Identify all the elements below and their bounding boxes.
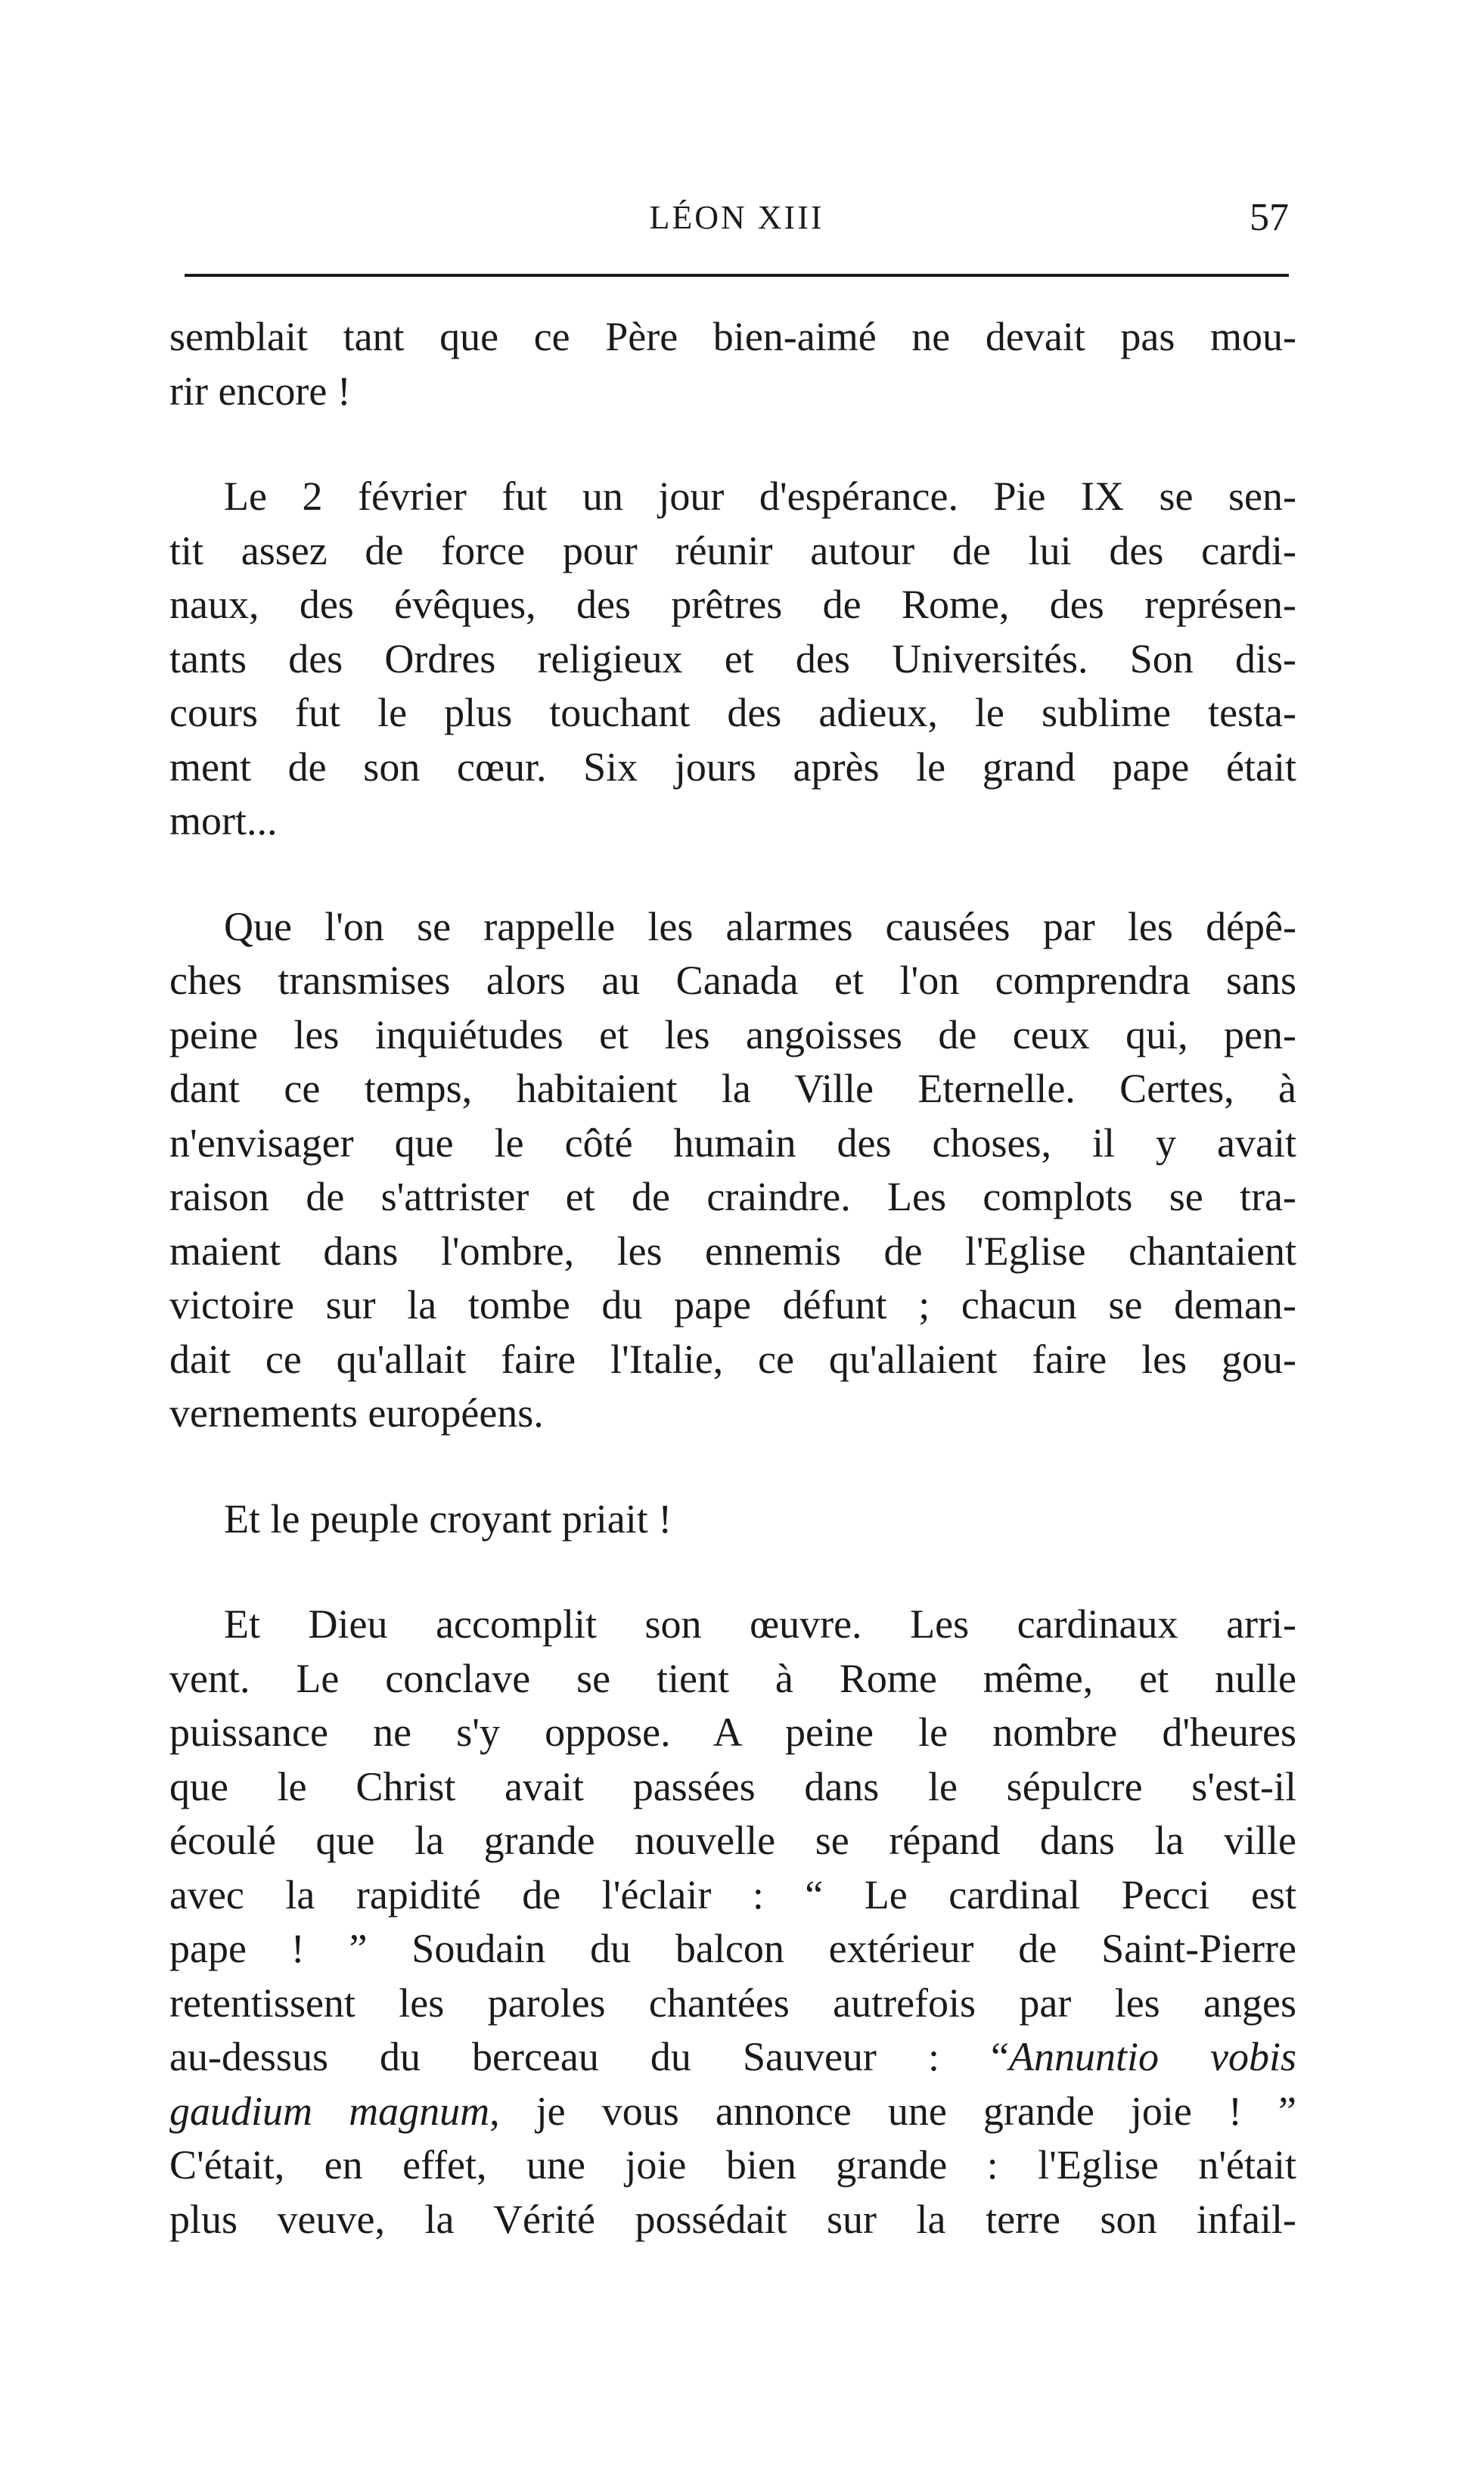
text-line: plus veuve, la Vérité possédait sur la terre son infail- xyxy=(169,2196,1296,2242)
latin-quote: Annuntio vobis xyxy=(1008,2034,1296,2079)
running-title: LÉON XIII xyxy=(649,199,824,236)
text-line: C'était, en effet, une joie bien grande : l'Eglise n'était xyxy=(169,2142,1296,2188)
text-line: avec la rapidité de l'éclair : “ Le cardinal Pecci est xyxy=(169,1871,1296,1918)
text-line: Et Dieu accomplit son œuvre. Les cardinaux arri- xyxy=(224,1601,1296,1647)
text-line: écoulé que la grande nouvelle se répand dans la ville xyxy=(169,1818,1296,1863)
text-line: Le 2 février fut un jour d'espérance. Pie IX se sen- xyxy=(224,474,1296,519)
text-line: n'envisager que le côté humain des choses, il y avait xyxy=(169,1119,1296,1166)
text-line: puissance ne s'y oppose. A peine le nombre d'heures xyxy=(169,1710,1296,1755)
paragraph-2 xyxy=(169,470,1296,849)
text-line: tit assez de force pour réunir autour de lui des cardi- xyxy=(169,527,1296,573)
text-line: Et le peuple croyant priait ! xyxy=(224,1495,672,1542)
text-line: dait ce qu'allait faire l'Italie, ce qu'allaient faire les gou- xyxy=(169,1336,1296,1382)
text-line-latin-start xyxy=(169,2030,1296,2085)
text-line: semblait tant que ce Père bien-aimé ne devait pas mou- xyxy=(169,314,1296,359)
body-text xyxy=(169,310,1296,2247)
text-line: cours fut le plus touchant des adieux, le sublime testa- xyxy=(169,690,1296,735)
text-line: mort... xyxy=(169,798,278,843)
text-line: naux, des évêques, des prêtres de Rome, des représen- xyxy=(169,582,1296,627)
text-line: dant ce temps, habitaient la Ville Eternelle. Certes, à xyxy=(169,1066,1296,1111)
latin-quote: gaudium magnum xyxy=(169,2088,490,2134)
text-line: tants des Ordres religieux et des Universités. Son dis- xyxy=(169,635,1296,682)
paragraph-3 xyxy=(169,900,1296,1441)
paragraph-5 xyxy=(169,1598,1296,2247)
text-segment: , je vous annonce une grande joie ! ” xyxy=(489,2088,1297,2134)
text-line: peine les inquiétudes et les angoisses de ceux qui, pen- xyxy=(169,1011,1296,1057)
page-number: 57 xyxy=(1250,196,1289,239)
text-line: maient dans l'ombre, les ennemis de l'Eglise chantaient xyxy=(169,1228,1296,1274)
header-rule xyxy=(185,274,1289,277)
paragraph-1 xyxy=(169,310,1296,418)
text-line: pape ! ” Soudain du balcon extérieur de Saint-Pierre xyxy=(169,1926,1296,1971)
paragraph-4 xyxy=(169,1492,1296,1547)
text-line: vernements européens. xyxy=(169,1390,544,1436)
text-segment: au-dessus du berceau du Sauveur : “ xyxy=(169,2034,1009,2079)
text-line: que le Christ avait passées dans le sépulcre s'est-il xyxy=(169,1763,1296,1809)
text-line: victoire sur la tombe du pape défunt ; chacun se deman- xyxy=(169,1282,1296,1328)
text-line: rir encore ! xyxy=(169,368,351,414)
text-line: Que l'on se rappelle les alarmes causées par les dépê- xyxy=(224,903,1296,949)
running-head xyxy=(185,198,1289,244)
text-line: vent. Le conclave se tient à Rome même, et nulle xyxy=(169,1655,1296,1701)
text-line: retentissent les paroles chantées autrefois par les anges xyxy=(169,1980,1296,2026)
text-line: raison de s'attrister et de craindre. Les complots se tra- xyxy=(169,1174,1296,1219)
text-line: ment de son cœur. Six jours après le grand pape était xyxy=(169,744,1296,790)
text-line: ches transmises alors au Canada et l'on comprendra sans xyxy=(169,958,1296,1003)
text-line-latin-end xyxy=(169,2085,1296,2139)
